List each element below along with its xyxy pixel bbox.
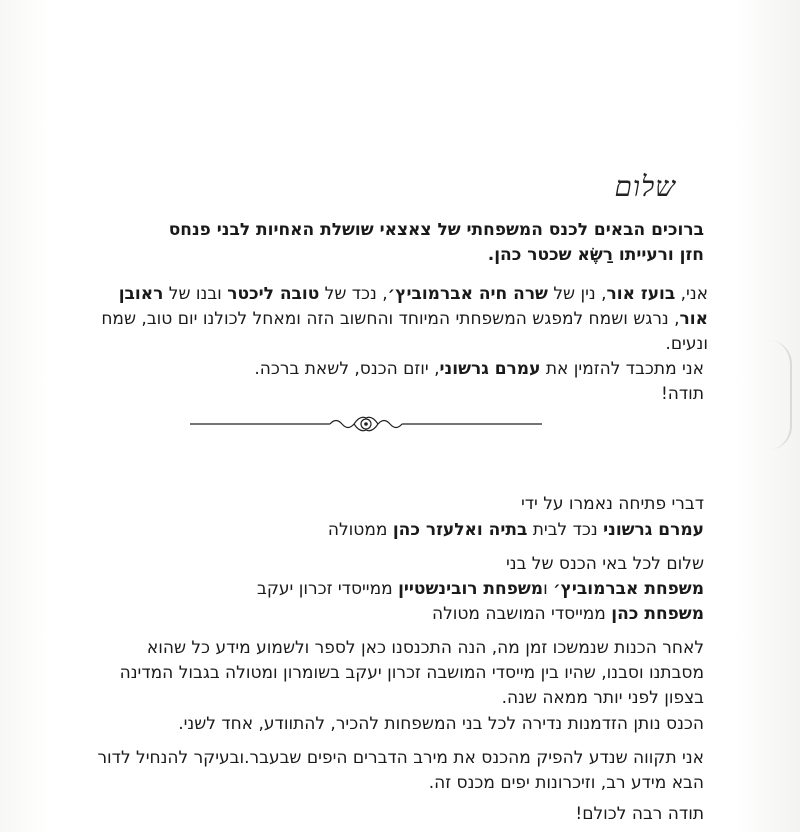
ornament-divider [190,412,542,436]
name-sara: שרה חיה אברמוביץ׳ [387,284,548,304]
greet-line: שלום לכל באי הכנס של בני [505,554,704,574]
speech-closing [104,802,704,827]
speech-paragraph-3 [92,746,704,796]
closing-text: תודה רבה לכולם! [575,804,704,824]
family-cohen: משפחת כהן [611,604,704,624]
text: , נרגש ושמח למפגש המשפחתי המיוחד והחשוב הזה ומאחל לכולנו יום טוב, שמח ונעים. [101,309,708,354]
speaker-family: בתיה ואלעזר כהן [392,520,528,540]
text: ממטולה [327,520,393,540]
greeting-heading: שלום [614,170,676,203]
families-block [104,552,704,627]
text: , נכד של [319,284,388,304]
family-abramovich: משפחת אברמוביץ׳ [553,579,704,599]
intro-thanks: תודה! [660,384,704,404]
page-edge-mark [768,340,792,450]
name-amram: עמרם גרשוני [439,359,541,379]
intro-paragraph-2 [98,282,708,357]
name-boaz: בועז אור [606,284,676,304]
family-line-1 [104,577,704,602]
speaker-line [104,518,704,543]
text: ו [543,579,554,599]
said-by-line: דברי פתיחה נאמרו על ידי [520,494,704,514]
text: נכד לבית [527,520,604,540]
text: אני מתכבד להזמין את [540,359,704,379]
intro-text-2 [98,282,708,357]
intro-paragraph-3 [104,357,704,407]
intro-text-1: ברוכים הבאים לכנס המשפחתי של צאצאי שושלת האחיות לבני פנחס חזן ורעייתו רַשֶּׂא שכטר כהן. [168,220,704,265]
name-tova: טובה ליכטר [227,284,320,304]
intro-text-3 [104,357,704,382]
speaker-name: עמרם גרשוני [603,520,704,540]
text: ובנו של [163,284,228,304]
text: אני, [675,284,708,304]
name-reuven: ראובן אור [118,284,708,329]
text: , נין של [547,284,607,304]
speech-paragraph-1 [94,636,704,711]
text: , יוזם הכנס, לשאת ברכה. [254,359,440,379]
speech-text-3: אני תקווה שנדע להפיק מהכנס את מירב הדברים היפים שבעבר.ובעיקר להנחיל לדור הבא מידע רב, וזיכרונות יפים מכנס זה. [97,748,704,793]
speech-header [104,492,704,543]
speech-text-2: הכנס נותן הזדמנות נדירה לכל בני המשפחות להכיר, להתוודע, אחד לשני. [178,714,704,734]
text: ממייסדי זכרון יעקב [256,579,399,599]
text: ממייסדי המושבה מטולה [432,604,612,624]
intro-paragraph-1 [144,218,704,268]
family-line-2 [104,602,704,627]
speech-text-1: לאחר הכנות שנמשכו זמן מה, הנה התכנסנו כאן לספר ולשמוע מידע כל שהוא מסבתנו וסבנו, שהיו בין מייסדי המושבה זכרון יעקב בשומרון ומטולה בגבול המדינה בצפון לפני יותר ממאה שנה. [119,638,704,708]
family-rubinstein: משפחת רובינשטיין [398,579,544,599]
speech-paragraph-2 [94,712,704,737]
